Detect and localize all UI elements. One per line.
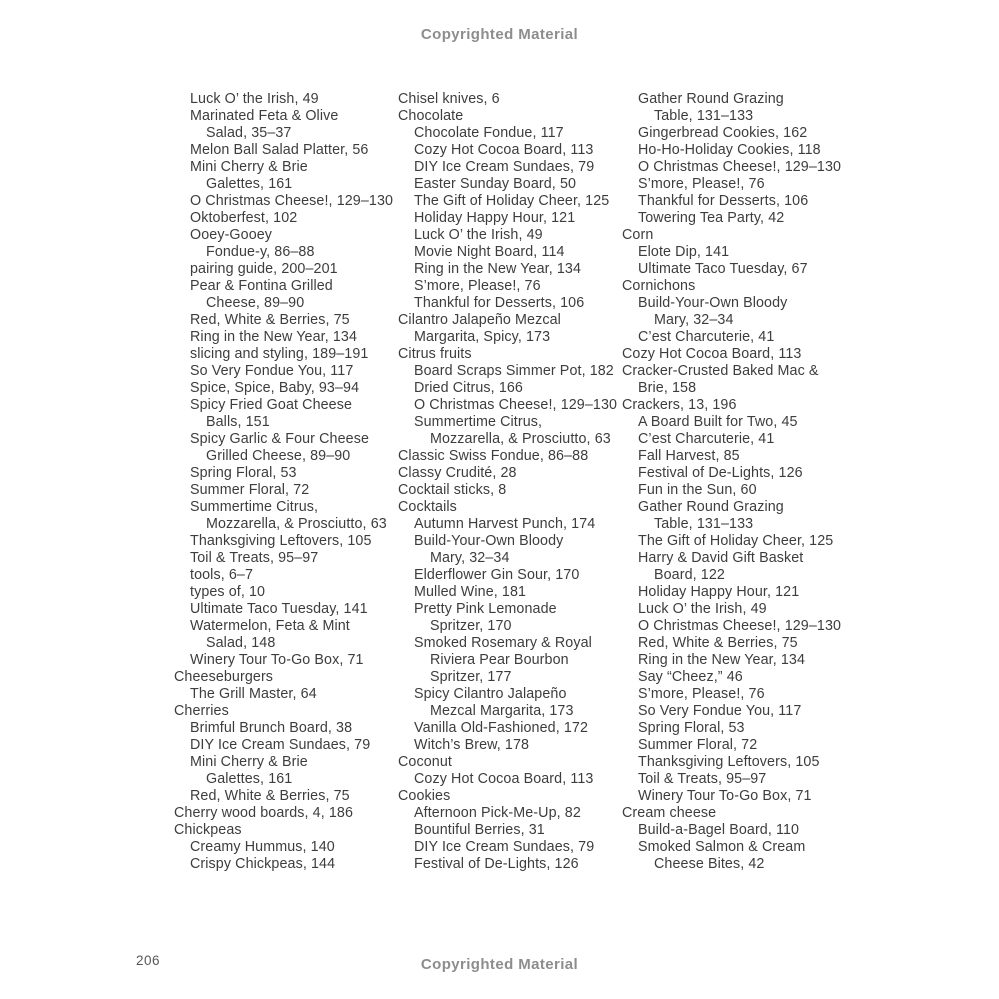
index-line: Cream cheese: [622, 805, 717, 821]
index-line: Pear & Fontina Grilled: [190, 278, 333, 294]
index-line: Classic Swiss Fondue, 86–88: [398, 448, 589, 464]
index-line: Elderflower Gin Sour, 170: [414, 567, 580, 583]
index-line: Marinated Feta & Olive: [190, 108, 339, 124]
index-line: Galettes, 161: [206, 176, 293, 192]
index-line: Luck O’ the Irish, 49: [190, 91, 319, 107]
copyright-notice-top: Copyrighted Material: [420, 26, 579, 43]
index-line: Cozy Hot Cocoa Board, 113: [414, 771, 594, 787]
index-column-right: [622, 91, 872, 873]
index-line: O Christmas Cheese!, 129–130: [190, 193, 394, 209]
index-line: Ultimate Taco Tuesday, 67: [638, 261, 808, 277]
index-line: Cornichons: [622, 278, 696, 294]
index-line: Chisel knives, 6: [398, 91, 500, 107]
index-line: Cherry wood boards, 4, 186: [174, 805, 354, 821]
index-line: Balls, 151: [206, 414, 270, 430]
index-line: Citrus fruits: [398, 346, 472, 362]
index-line: DIY Ice Cream Sundaes, 79: [414, 839, 595, 855]
index-line: Summertime Citrus,: [414, 414, 543, 430]
index-line: The Gift of Holiday Cheer, 125: [414, 193, 610, 209]
index-line: Say “Cheez,” 46: [638, 669, 743, 685]
index-line: The Gift of Holiday Cheer, 125: [638, 533, 834, 549]
index-line: Brie, 158: [638, 380, 697, 396]
index-line: Build-Your-Own Bloody: [414, 533, 564, 549]
index-line: So Very Fondue You, 117: [638, 703, 802, 719]
index-line: Summer Floral, 72: [638, 737, 758, 753]
index-line: Spice, Spice, Baby, 93–94: [190, 380, 360, 396]
index-line: Spicy Fried Goat Cheese: [190, 397, 353, 413]
index-line: Elote Dip, 141: [638, 244, 730, 260]
index-line: Riviera Pear Bourbon: [430, 652, 569, 668]
index-line: slicing and styling, 189–191: [190, 346, 369, 362]
index-line: Thanksgiving Leftovers, 105: [190, 533, 372, 549]
index-line: Mini Cherry & Brie: [190, 159, 308, 175]
index-line: Ring in the New Year, 134: [638, 652, 806, 668]
index-line: Cracker-Crusted Baked Mac &: [622, 363, 819, 379]
index-column-left: [174, 91, 400, 873]
index-line: Festival of De-Lights, 126: [414, 856, 579, 872]
index-line: Chocolate: [398, 108, 464, 124]
index-line: Spicy Cilantro Jalapeño: [414, 686, 567, 702]
index-line: Holiday Happy Hour, 121: [638, 584, 800, 600]
index-line: Mozzarella, & Prosciutto, 63: [430, 431, 611, 447]
index-line: Fun in the Sun, 60: [638, 482, 757, 498]
index-line: Vanilla Old-Fashioned, 172: [414, 720, 589, 736]
index-line: Ring in the New Year, 134: [190, 329, 358, 345]
index-line: Cheese, 89–90: [206, 295, 305, 311]
index-line: Cozy Hot Cocoa Board, 113: [414, 142, 594, 158]
index-line: C’est Charcuterie, 41: [638, 329, 775, 345]
index-line: Thankful for Desserts, 106: [414, 295, 585, 311]
index-line: Spring Floral, 53: [638, 720, 745, 736]
index-line: O Christmas Cheese!, 129–130: [638, 618, 842, 634]
index-line: O Christmas Cheese!, 129–130: [638, 159, 842, 175]
index-line: Chocolate Fondue, 117: [414, 125, 564, 141]
index-line: Cocktails: [398, 499, 457, 515]
index-line: Creamy Hummus, 140: [190, 839, 335, 855]
index-line: Cozy Hot Cocoa Board, 113: [622, 346, 802, 362]
index-line: Fondue-y, 86–88: [206, 244, 315, 260]
index-line: C’est Charcuterie, 41: [638, 431, 775, 447]
index-line: Mulled Wine, 181: [414, 584, 527, 600]
index-line: S’more, Please!, 76: [414, 278, 541, 294]
index-line: Ring in the New Year, 134: [414, 261, 582, 277]
index-line: Spring Floral, 53: [190, 465, 297, 481]
index-line: Winery Tour To-Go Box, 71: [190, 652, 364, 668]
index-line: Autumn Harvest Punch, 174: [414, 516, 596, 532]
index-line: Classy Crudité, 28: [398, 465, 517, 481]
index-line: Towering Tea Party, 42: [638, 210, 785, 226]
index-line: Margarita, Spicy, 173: [414, 329, 551, 345]
index-line: Cookies: [398, 788, 451, 804]
copyright-notice-bottom: Copyrighted Material: [420, 956, 579, 973]
index-line: Red, White & Berries, 75: [638, 635, 798, 651]
index-line: Gather Round Grazing: [638, 499, 784, 515]
index-line: Cilantro Jalapeño Mezcal: [398, 312, 561, 328]
index-line: Mini Cherry & Brie: [190, 754, 308, 770]
index-line: Salad, 35–37: [206, 125, 292, 141]
index-line: Cheese Bites, 42: [654, 856, 765, 872]
index-line: Salad, 148: [206, 635, 276, 651]
index-line: Build-a-Bagel Board, 110: [638, 822, 800, 838]
index-line: tools, 6–7: [190, 567, 253, 583]
index-line: Board Scraps Simmer Pot, 182: [414, 363, 614, 379]
index-line: Winery Tour To-Go Box, 71: [638, 788, 812, 804]
index-line: S’more, Please!, 76: [638, 686, 765, 702]
index-line: Cheeseburgers: [174, 669, 274, 685]
index-line: Table, 131–133: [654, 516, 754, 532]
index-line: Smoked Salmon & Cream: [638, 839, 806, 855]
index-line: A Board Built for Two, 45: [638, 414, 798, 430]
index-line: Fall Harvest, 85: [638, 448, 740, 464]
index-line: Luck O’ the Irish, 49: [638, 601, 767, 617]
index-line: DIY Ice Cream Sundaes, 79: [414, 159, 595, 175]
index-line: Board, 122: [654, 567, 725, 583]
index-line: pairing guide, 200–201: [190, 261, 338, 277]
index-line: Coconut: [398, 754, 452, 770]
page-number: 206: [136, 953, 161, 968]
index-line: Watermelon, Feta & Mint: [190, 618, 350, 634]
index-line: Dried Citrus, 166: [414, 380, 523, 396]
index-line: Brimful Brunch Board, 38: [190, 720, 353, 736]
index-line: Bountiful Berries, 31: [414, 822, 545, 838]
index-line: O Christmas Cheese!, 129–130: [414, 397, 618, 413]
index-line: Pretty Pink Lemonade: [414, 601, 557, 617]
index-line: Ooey-Gooey: [190, 227, 273, 243]
index-line: Mozzarella, & Prosciutto, 63: [206, 516, 387, 532]
index-line: Ultimate Taco Tuesday, 141: [190, 601, 368, 617]
index-line: Chickpeas: [174, 822, 242, 838]
index-line: Witch’s Brew, 178: [414, 737, 530, 753]
index-line: Spicy Garlic & Four Cheese: [190, 431, 369, 447]
index-line: Thanksgiving Leftovers, 105: [638, 754, 820, 770]
index-line: Smoked Rosemary & Royal: [414, 635, 592, 651]
index-line: Melon Ball Salad Platter, 56: [190, 142, 369, 158]
index-column-middle: [398, 91, 622, 873]
index-line: Toil & Treats, 95–97: [638, 771, 767, 787]
index-line: Harry & David Gift Basket: [638, 550, 804, 566]
index-line: Spritzer, 170: [430, 618, 512, 634]
index-line: Galettes, 161: [206, 771, 293, 787]
index-line: Thankful for Desserts, 106: [638, 193, 809, 209]
index-line: Gingerbread Cookies, 162: [638, 125, 808, 141]
index-line: Summertime Citrus,: [190, 499, 319, 515]
index-line: The Grill Master, 64: [190, 686, 317, 702]
index-line: Easter Sunday Board, 50: [414, 176, 577, 192]
index-line: Summer Floral, 72: [190, 482, 310, 498]
index-line: Build-Your-Own Bloody: [638, 295, 788, 311]
index-line: types of, 10: [190, 584, 266, 600]
index-line: Table, 131–133: [654, 108, 754, 124]
index-line: Festival of De-Lights, 126: [638, 465, 803, 481]
index-line: Crackers, 13, 196: [622, 397, 737, 413]
index-line: Holiday Happy Hour, 121: [414, 210, 576, 226]
index-line: Toil & Treats, 95–97: [190, 550, 319, 566]
index-line: Mary, 32–34: [654, 312, 734, 328]
index-line: S’more, Please!, 76: [638, 176, 765, 192]
index-line: Grilled Cheese, 89–90: [206, 448, 351, 464]
index-line: Ho-Ho-Holiday Cookies, 118: [638, 142, 821, 158]
index-line: Afternoon Pick-Me-Up, 82: [414, 805, 581, 821]
index-line: Red, White & Berries, 75: [190, 312, 350, 328]
index-line: Cherries: [174, 703, 229, 719]
index-line: Spritzer, 177: [430, 669, 512, 685]
index-line: Movie Night Board, 114: [414, 244, 565, 260]
index-line: Cocktail sticks, 8: [398, 482, 507, 498]
index-line: Mezcal Margarita, 173: [430, 703, 574, 719]
index-line: DIY Ice Cream Sundaes, 79: [190, 737, 371, 753]
index-line: Mary, 32–34: [430, 550, 510, 566]
index-line: Oktoberfest, 102: [190, 210, 298, 226]
index-line: Luck O’ the Irish, 49: [414, 227, 543, 243]
index-line: Crispy Chickpeas, 144: [190, 856, 336, 872]
index-line: Red, White & Berries, 75: [190, 788, 350, 804]
index-line: So Very Fondue You, 117: [190, 363, 354, 379]
index-line: Gather Round Grazing: [638, 91, 784, 107]
index-line: Corn: [622, 227, 654, 243]
